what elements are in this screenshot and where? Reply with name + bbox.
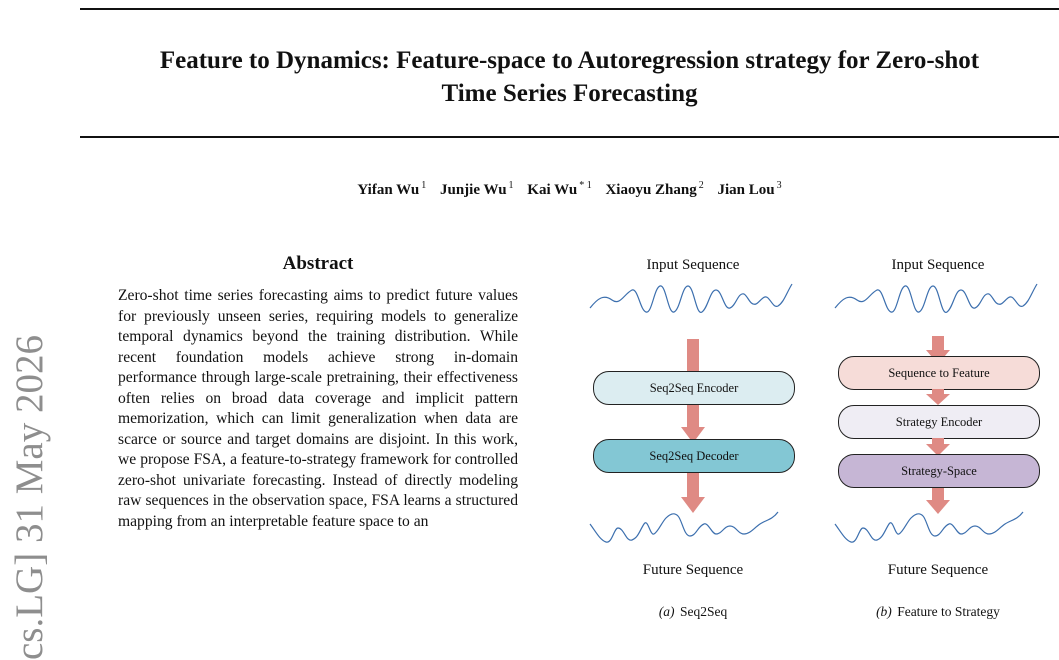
strategy-space-block: Strategy-Space (838, 454, 1040, 488)
panel-b-caption-tag: (b) (876, 604, 892, 619)
panel-a-caption (583, 604, 803, 620)
seq2seq-decoder-block: Seq2Seq Decoder (593, 439, 795, 473)
paper-title-line-1: Feature to Dynamics: Feature-space to Autoregression strategy for Zero-shot (159, 47, 980, 74)
author-name: Xiaoyu Zhang (605, 182, 697, 198)
panel-a-caption-tag: (a) (658, 604, 675, 619)
arxiv-side-stamp: cs.LG] 31 May 2026 (8, 335, 51, 660)
author-list (80, 180, 1059, 199)
author-affiliation: 3 (776, 180, 782, 191)
wave-line (590, 284, 792, 312)
paper-title (80, 44, 1059, 110)
author-affiliation: 2 (698, 180, 704, 191)
method-figure (558, 252, 1059, 639)
abstract-body: Zero-shot time series forecasting aims to predict future values for previously unseen series, requiring models to generalize temporal dynamics beyond the training distribution. While recent foundation models achieve strong in-domain performance through large-scale pretraining, their effectiveness often relies on broad data coverage and implicit pattern memorization, which can limit generalization when data are scarce or source and target domains are disjoint. In this work, we propose FSA, a feature-to-strategy framework for controlled zero-shot univariate forecasting. Instead of directly modeling raw sequences in the observation space, FSA learns a structured mapping from an interpretable feature space to an (118, 287, 518, 530)
author-affiliation: * 1 (579, 180, 592, 191)
panel-b-arrow-2 (926, 389, 950, 405)
wave-line (835, 284, 1037, 312)
panel-b-caption-text: Feature to Strategy (897, 604, 1000, 619)
author (357, 182, 426, 198)
author-affiliation: 1 (421, 180, 427, 191)
panel-a-input-label: Input Sequence (646, 257, 740, 273)
author (717, 182, 781, 198)
panel-b-input-wave (833, 280, 1053, 320)
panel-b-caption (828, 604, 1048, 620)
wave-line (835, 512, 1023, 542)
panel-a-output-wave (588, 508, 808, 548)
author-name: Junjie Wu (439, 182, 507, 198)
author-name: Yifan Wu (357, 182, 420, 198)
panel-a-caption-text: Seq2Seq (679, 604, 728, 619)
seq2seq-encoder-block: Seq2Seq Encoder (593, 371, 795, 405)
paper-title-line-2: Time Series Forecasting (441, 80, 698, 107)
panel-b-output-wave (833, 508, 1053, 548)
panel-a-input-wave (588, 280, 808, 320)
author-affiliation: 1 (508, 180, 514, 191)
author (440, 182, 514, 198)
panel-b-input-label: Input Sequence (891, 257, 985, 273)
title-rule-bottom (80, 136, 1059, 138)
wave-line (590, 512, 778, 542)
panel-a-output-label: Future Sequence (642, 562, 744, 578)
sequence-to-feature-block: Sequence to Feature (838, 356, 1040, 390)
panel-a-arrow-2 (681, 405, 705, 443)
author-name: Kai Wu (527, 182, 578, 198)
author (527, 182, 591, 198)
strategy-encoder-block: Strategy Encoder (838, 405, 1040, 439)
title-rule-top (80, 8, 1059, 10)
panel-a-arrow-3 (681, 473, 705, 513)
author-name: Jian Lou (717, 182, 775, 198)
panel-b-output-label: Future Sequence (887, 562, 989, 578)
abstract-heading: Abstract (282, 253, 354, 274)
author (605, 182, 703, 198)
